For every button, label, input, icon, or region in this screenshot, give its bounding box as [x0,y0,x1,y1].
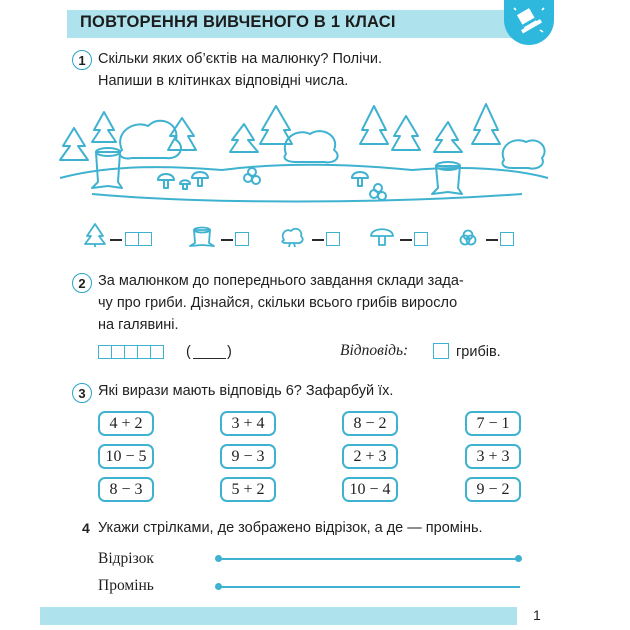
answer-cell-berries[interactable] [500,232,514,246]
dash [221,239,233,241]
task-2-number: 2 [72,273,92,293]
solution-cell[interactable] [124,345,138,359]
expression-box[interactable]: 9 − 3 [220,444,276,469]
task-2-line-3: на галявині. [98,317,179,333]
solution-cell[interactable] [98,345,112,359]
answer-cell-trees-1[interactable] [125,232,139,246]
dash [400,239,412,241]
dash [312,239,324,241]
page-title: ПОВТОРЕННЯ ВИВЧЕНОГО В 1 КЛАСІ [80,13,396,31]
solution-cell[interactable] [111,345,125,359]
solution-cell[interactable] [150,345,164,359]
expression-box[interactable]: 8 − 3 [98,477,154,502]
expression-box[interactable]: 8 − 2 [342,411,398,436]
expression-box[interactable]: 10 − 5 [98,444,154,469]
dash [110,239,122,241]
task-1-number: 1 [72,50,92,70]
segment-line[interactable] [218,558,518,560]
label-ray: Промінь [98,577,154,594]
task-3-text: Які вирази мають відповідь 6? Зафарбуй їх. [98,383,394,399]
task-1-line-2: Напиши в клітинках відповідні числа. [98,73,349,89]
stumps-group [92,148,462,194]
unit-paren-close: ) [227,344,232,360]
label-segment: Відрізок [98,550,154,567]
answer-cell-total[interactable] [433,343,449,359]
answer-label: Відповідь: [340,342,409,359]
mushroom-icon [369,225,395,247]
counting-row [83,224,543,254]
expression-box[interactable]: 10 − 4 [342,477,398,502]
answer-unit: грибів. [456,344,501,360]
mushrooms-group [158,172,368,189]
bush-icon [278,224,306,248]
solution-cell[interactable] [137,345,151,359]
expression-box[interactable]: 3 + 3 [465,444,521,469]
dash [486,239,498,241]
expression-box[interactable]: 2 + 3 [342,444,398,469]
page-number: 1 [533,607,541,623]
segment-end-point [515,555,522,562]
expression-box[interactable]: 4 + 2 [98,411,154,436]
fir-tree-icon [83,222,107,248]
unit-blank[interactable] [193,358,226,359]
ray-line[interactable] [218,586,520,588]
expression-box[interactable]: 9 − 2 [465,477,521,502]
task-4-text: Укажи стрілками, де зображено відрізок, а де — промінь. [98,520,483,536]
forest-scene-illustration [52,90,552,210]
task-2-line-2: чу про гриби. Дізнайся, скільки всього грибів виросло [98,295,458,311]
expression-box[interactable]: 7 − 1 [465,411,521,436]
stump-icon [188,224,216,248]
task-3-number: 3 [72,383,92,403]
expression-box[interactable]: 5 + 2 [220,477,276,502]
berry-icon [457,227,479,249]
fir-trees-group [60,104,500,160]
task-2-line-1: За малюнком до попереднього завдання склади зада- [98,273,464,289]
magic-hat-badge-icon [500,0,558,48]
answer-cell-mushrooms[interactable] [414,232,428,246]
solution-cells [98,345,178,360]
expression-box[interactable]: 3 + 4 [220,411,276,436]
answer-cell-bushes[interactable] [326,232,340,246]
unit-paren-open: ( [186,344,191,360]
task-4-number: 4 [82,520,90,536]
answer-cell-stumps[interactable] [235,232,249,246]
answer-cell-trees-2[interactable] [138,232,152,246]
footer-bar [40,607,517,625]
task-1-line-1: Скільки яких об’єктів на малюнку? Полічи. [98,51,383,67]
